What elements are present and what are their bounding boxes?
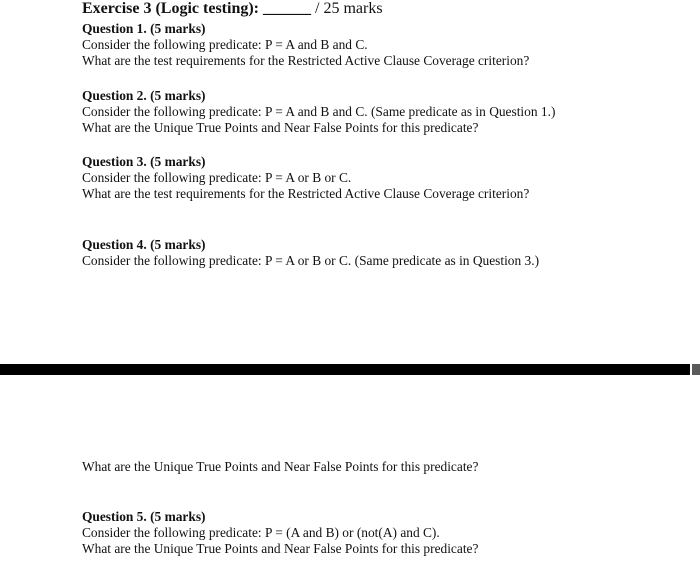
question-4-prompt: What are the Unique True Points and Near False Points for this predicate? xyxy=(82,459,479,474)
page-break-divider xyxy=(0,364,690,375)
question-4-heading: Question 4. (5 marks) xyxy=(82,237,206,252)
question-5-heading: Question 5. (5 marks) xyxy=(82,509,206,524)
question-5-predicate: Consider the following predicate: P = (A and B) or (not(A) and C). xyxy=(82,525,440,540)
question-1-prompt: What are the test requirements for the Restricted Active Clause Coverage criterion? xyxy=(82,53,530,68)
question-2-prompt: What are the Unique True Points and Near False Points for this predicate? xyxy=(82,120,479,135)
question-1-predicate: Consider the following predicate: P = A and B and C. xyxy=(82,37,368,52)
question-3-prompt: What are the test requirements for the Restricted Active Clause Coverage criterion? xyxy=(82,186,530,201)
total-marks: / 25 marks xyxy=(315,0,383,17)
question-3-heading: Question 3. (5 marks) xyxy=(82,154,206,169)
question-5-prompt: What are the Unique True Points and Near False Points for this predicate? xyxy=(82,541,479,556)
page-break-divider-edge xyxy=(692,364,700,375)
question-2-predicate: Consider the following predicate: P = A and B and C. (Same predicate as in Question 1.) xyxy=(82,104,556,119)
question-4-predicate: Consider the following predicate: P = A or B or C. (Same predicate as in Question 3.) xyxy=(82,253,540,268)
exercise-title: Exercise 3 (Logic testing): xyxy=(82,0,259,17)
question-1-heading: Question 1. (5 marks) xyxy=(82,21,206,36)
score-blank: ______ xyxy=(263,0,311,17)
question-3-predicate: Consider the following predicate: P = A or B or C. xyxy=(82,170,352,185)
question-2-heading: Question 2. (5 marks) xyxy=(82,88,206,103)
exercise-title-line xyxy=(82,0,383,18)
